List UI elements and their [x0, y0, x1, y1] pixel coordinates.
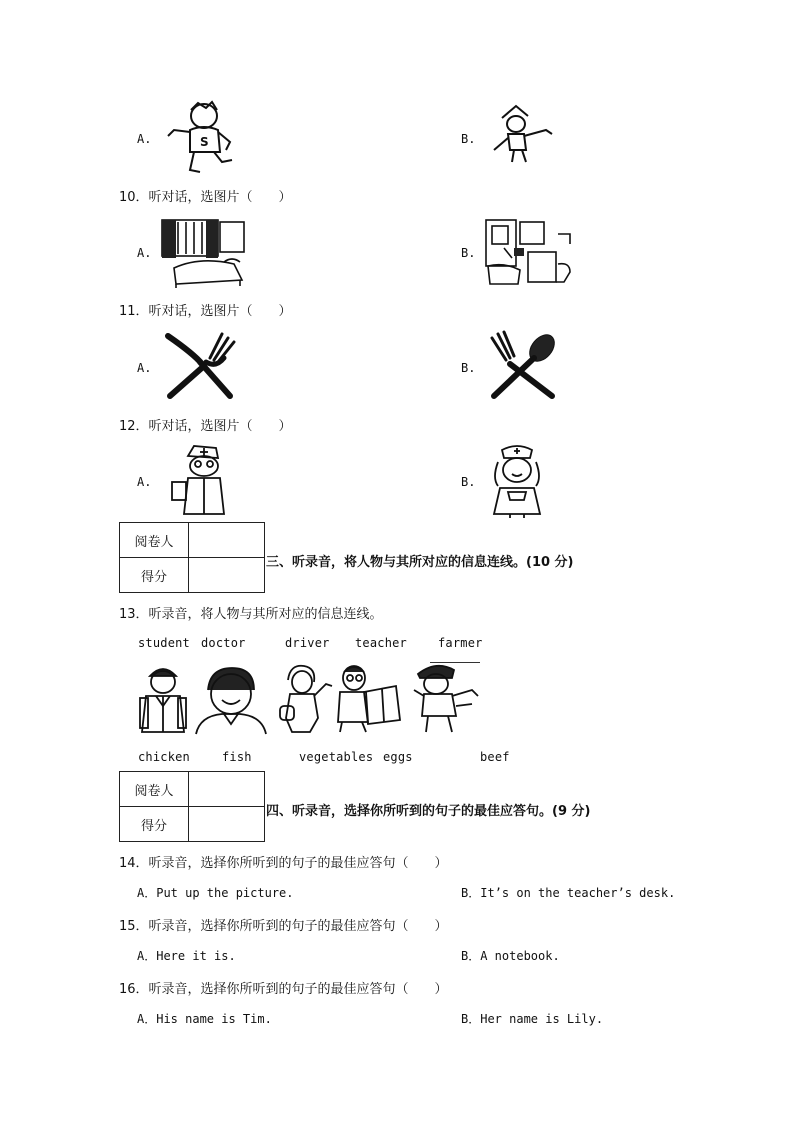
grader-label: 阅卷人 — [120, 772, 189, 807]
doctor-icon[interactable] — [166, 444, 238, 516]
q15-option-b[interactable]: B．A notebook. — [461, 949, 560, 963]
q9-option-a-label: A. — [137, 132, 152, 146]
q11-option-a-label: A. — [137, 361, 152, 375]
person-label-student: student — [138, 636, 190, 650]
grader-field[interactable] — [189, 772, 265, 807]
q11-option-b-label: B. — [461, 361, 476, 375]
q15-option-a[interactable]: A．Here it is. — [137, 949, 236, 963]
section-4-title: 四、听录音，选择你所听到的句子的最佳应答句。(9 分) — [266, 804, 591, 819]
flying-elf-icon[interactable] — [488, 104, 558, 166]
farmer-figure-icon[interactable] — [412, 660, 482, 734]
student-figure-icon[interactable] — [136, 662, 190, 734]
question-15-prompt: 15．听录音，选择你所听到的句子的最佳应答句（ ） — [119, 919, 448, 934]
q12-option-b-label: B. — [461, 475, 476, 489]
nurse-icon[interactable] — [484, 442, 550, 518]
section-4-grader-table — [119, 771, 265, 842]
q12-option-a-label: A. — [137, 475, 152, 489]
section-3-grader-table — [119, 522, 265, 593]
question-16-prompt: 16．听录音，选择你所听到的句子的最佳应答句（ ） — [119, 982, 448, 997]
score-field[interactable] — [189, 558, 265, 593]
score-label: 得分 — [120, 558, 189, 593]
svg-text:S: S — [200, 135, 209, 149]
question-14-prompt: 14．听录音，选择你所听到的句子的最佳应答句（ ） — [119, 856, 448, 871]
food-label-chicken: chicken — [138, 750, 190, 764]
running-boy-icon[interactable] — [160, 100, 242, 174]
question-12-prompt: 12．听对话，选图片（ ） — [119, 419, 292, 434]
person-label-driver: driver — [285, 636, 330, 650]
knife-and-fork-icon[interactable] — [164, 332, 236, 400]
score-field[interactable] — [189, 807, 265, 842]
bathroom-icon[interactable] — [484, 218, 574, 288]
q9-option-b-label: B. — [461, 132, 476, 146]
food-label-fish: fish — [222, 750, 252, 764]
fork-and-spoon-icon[interactable] — [488, 330, 558, 400]
food-label-vegetables: vegetables — [299, 750, 374, 764]
food-label-beef: beef — [480, 750, 510, 764]
q10-option-a-label: A. — [137, 246, 152, 260]
q16-option-b[interactable]: B．Her name is Lily. — [461, 1012, 604, 1026]
q16-option-a[interactable]: A．His name is Tim. — [137, 1012, 272, 1026]
grader-field[interactable] — [189, 523, 265, 558]
food-label-eggs: eggs — [383, 750, 413, 764]
doctor-figure-icon[interactable] — [192, 664, 270, 734]
person-label-farmer: farmer — [438, 636, 483, 650]
score-label: 得分 — [120, 807, 189, 842]
person-label-doctor: doctor — [201, 636, 246, 650]
question-13-prompt: 13．听录音，将人物与其所对应的信息连线。 — [119, 607, 383, 622]
q14-option-b[interactable]: B．It’s on the teacher’s desk. — [461, 886, 676, 900]
section-3-title: 三、听录音，将人物与其所对应的信息连线。(10 分) — [266, 555, 574, 570]
question-10-prompt: 10．听对话，选图片（ ） — [119, 190, 292, 205]
q14-option-a[interactable]: A．Put up the picture. — [137, 886, 294, 900]
grader-label: 阅卷人 — [120, 523, 189, 558]
teacher-figure-icon[interactable] — [334, 662, 404, 734]
bedroom-icon[interactable] — [160, 218, 248, 288]
question-11-prompt: 11．听对话，选图片（ ） — [119, 304, 292, 319]
q10-option-b-label: B. — [461, 246, 476, 260]
driver-figure-icon[interactable] — [276, 662, 336, 734]
person-label-teacher: teacher — [355, 636, 407, 650]
